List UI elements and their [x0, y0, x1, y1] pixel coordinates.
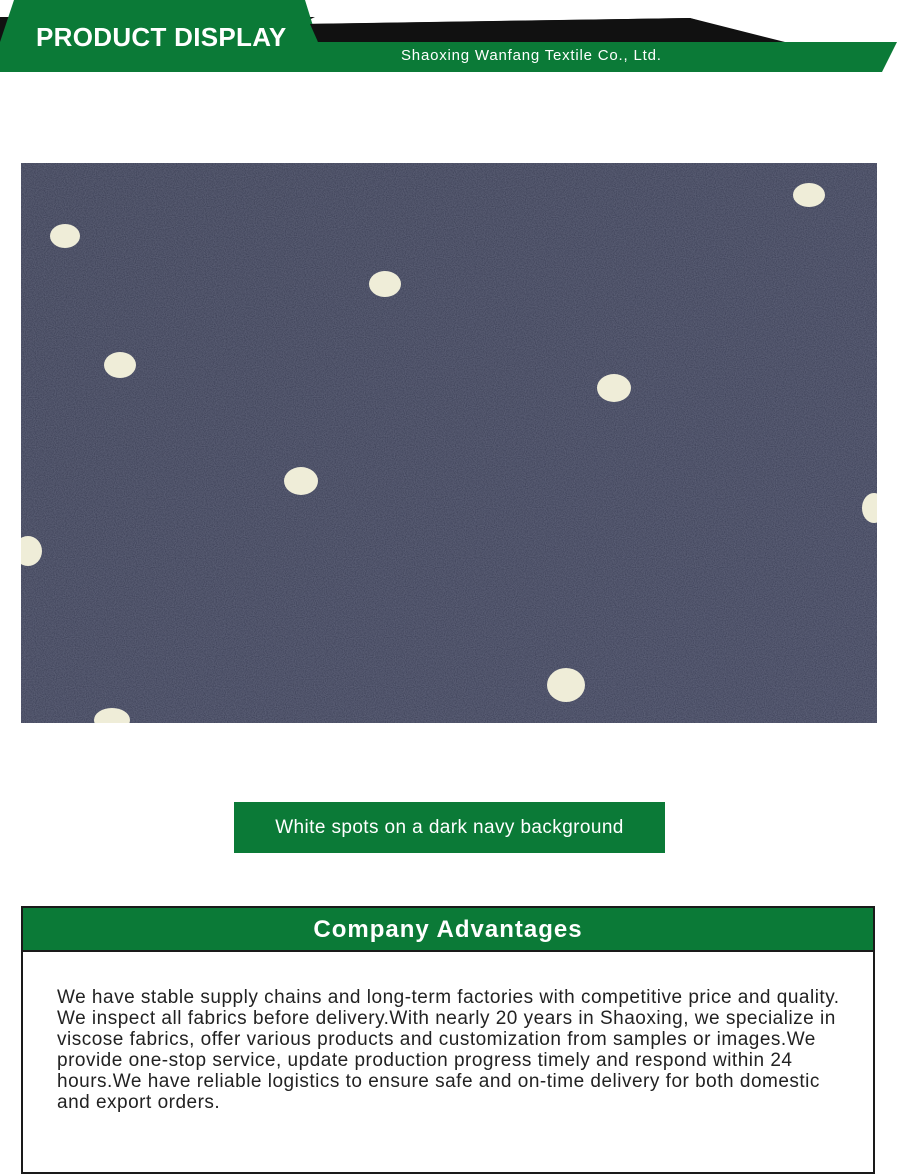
dot: [50, 224, 80, 248]
company-advantages-panel: [21, 906, 875, 1174]
advantages-text: We have stable supply chains and long-term factories with competitive price and quality. We inspect all fabrics before delivery.With nearly 20 years in Shaoxing, we specialize in viscose fabrics, offer various products and customization from samples or images.We provide one-stop service, update production progress timely and respond within 24 hours.We have reliable logistics to ensure safe and on-time delivery for both domestic and export orders.: [57, 987, 840, 1113]
dot: [284, 467, 318, 495]
fabric-photo: [21, 163, 877, 723]
polka-dot-fabric-image: [21, 163, 877, 723]
company-name: Shaoxing Wanfang Textile Co., Ltd.: [401, 47, 662, 64]
dot: [369, 271, 401, 297]
product-caption: White spots on a dark navy background: [234, 802, 665, 853]
advantages-title: Company Advantages: [23, 908, 873, 952]
dot: [547, 668, 585, 702]
banner-title: PRODUCT DISPLAY: [36, 22, 287, 52]
dot: [793, 183, 825, 207]
dot: [597, 374, 631, 402]
product-display-banner: [0, 0, 897, 72]
dot: [104, 352, 136, 378]
